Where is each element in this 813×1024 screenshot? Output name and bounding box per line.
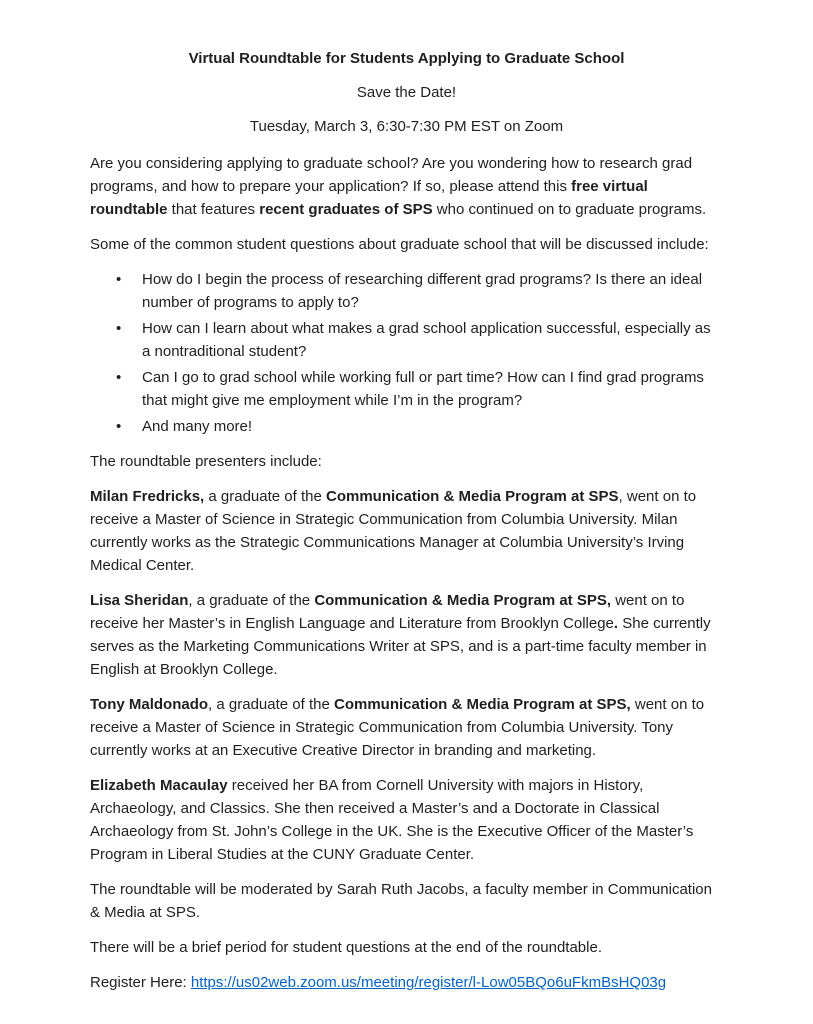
intro-text: that features — [167, 201, 260, 218]
moderator-paragraph: The roundtable will be moderated by Sarah Ruth Jacobs, a faculty member in Communication & Media at SPS. — [90, 881, 712, 921]
presenter-text: , a graduate of the — [188, 592, 315, 609]
list-item: • How can I learn about what makes a grad school application successful, especially as a nontraditional student? — [142, 317, 723, 363]
program-name-bold: Communication & Media Program at SPS, — [314, 592, 612, 609]
bold-period: . — [613, 615, 619, 632]
presenter-name: Tony Maldonado — [90, 696, 209, 713]
intro-bold-free-roundtable: free virtual roundtable — [90, 178, 648, 218]
presenters-lead-in: The roundtable presenters include: — [90, 453, 322, 470]
intro-paragraph — [90, 152, 723, 221]
event-datetime-line: Tuesday, March 3, 6:30-7:30 PM EST on Zoom — [249, 118, 564, 135]
presenter-text: , a graduate of the — [208, 696, 334, 713]
presenter-text: received her BA from Cornell University with majors in History, Archaeology, and Classics. She then received a Master’s and a Doctorate in Classical Archaeology from St. John’s College in the UK. She is the Executive Officer of the Master’s Program in Liberal Studies at the CUNY Graduate Center. — [90, 777, 694, 863]
questions-bullet-list — [90, 268, 723, 438]
list-item: • And many more! — [142, 415, 723, 438]
list-item: • Can I go to grad school while working full or part time? How can I find grad programs that might give me employment while I’m in the program? — [142, 366, 723, 412]
program-name-bold: Communication & Media Program at SPS — [325, 488, 619, 505]
register-paragraph — [90, 971, 723, 994]
questions-lead-in: Some of the common student questions about graduate school that will be discussed include: — [90, 236, 709, 253]
student-questions-paragraph: There will be a brief period for student questions at the end of the roundtable. — [90, 939, 602, 956]
presenter-text: , went on to receive a Master of Science in Strategic Communication from Columbia University. Milan currently works as the Strategic Communications Manager at Columbia University’s Irving Medical Center. — [90, 488, 697, 574]
document-title: Virtual Roundtable for Students Applying to Graduate School — [188, 50, 625, 67]
intro-bold-recent-graduates: recent graduates of SPS — [259, 201, 433, 218]
register-link[interactable]: https://us02web.zoom.us/meeting/register/l-Low05BQo6uFkmBsHQ03g — [190, 974, 667, 991]
intro-text: who continued on to graduate programs. — [432, 201, 707, 218]
intro-text: Are you considering applying to graduate school? Are you wondering how to research grad programs, and how to prepare your application? If so, please attend this — [90, 155, 693, 195]
save-the-date-line: Save the Date! — [356, 84, 457, 101]
presenter-elizabeth-paragraph — [90, 774, 723, 866]
presenter-text: went on to receive her Master’s in English Language and Literature from Brooklyn College — [90, 592, 685, 632]
presenter-milan-paragraph — [90, 485, 723, 577]
list-item: • How do I begin the process of researching different grad programs? Is there an ideal number of programs to apply to? — [142, 268, 723, 314]
program-name-bold: Communication & Media Program at SPS, — [333, 696, 631, 713]
presenter-name: Lisa Sheridan — [90, 592, 189, 609]
presenter-name: Elizabeth Macaulay — [90, 777, 228, 794]
presenter-text: She currently serves as the Marketing Communications Writer at SPS, and is a part-time faculty member in English at Brooklyn College. — [90, 615, 711, 678]
presenter-tony-paragraph — [90, 693, 723, 762]
presenter-name: Milan Fredricks, — [90, 488, 205, 505]
presenter-text: went on to receive a Master of Science in Strategic Communication from Columbia University. Tony currently works at an Executive Creative Director in branding and marketing. — [90, 696, 705, 759]
register-label: Register Here: — [90, 974, 191, 991]
presenter-lisa-paragraph — [90, 589, 723, 681]
presenter-text: a graduate of the — [204, 488, 326, 505]
